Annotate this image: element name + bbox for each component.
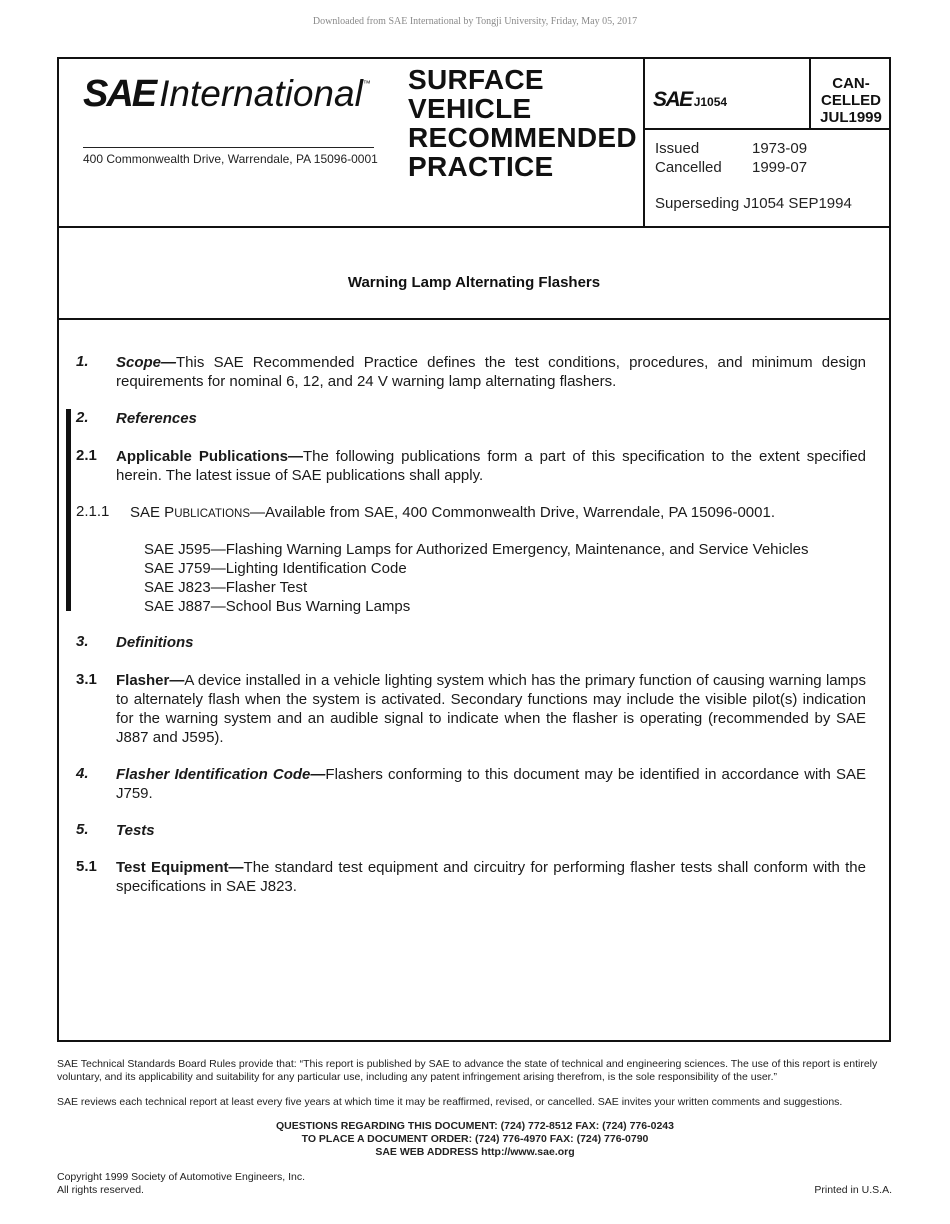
section-text: The standard test equipment and circuitry for performing flasher tests shall conform with the specifications in SAE J823. (116, 859, 866, 895)
superseding-note: Superseding J1054 SEP1994 (655, 195, 852, 212)
status-line: CELLED (821, 92, 881, 109)
section-heading: References (116, 410, 197, 427)
status-line: CAN- (832, 75, 870, 92)
header-rule (643, 128, 889, 130)
cancelled-status (813, 75, 889, 126)
section-number: 5.1 (76, 858, 97, 875)
contact-line: TO PLACE A DOCUMENT ORDER: (724) 776-4970 FAX: (724) 776-0790 (301, 1133, 649, 1145)
logo-international-text: International (159, 73, 363, 114)
doc-type-line: SURFACE (408, 64, 544, 95)
section-number: 4. (76, 765, 89, 782)
section-text: The following publications form a part of this specification to the extent specified herein. The latest issue of SAE publications shall apply. (116, 448, 867, 484)
section-heading: Tests (116, 822, 155, 839)
cancelled-label: Cancelled (655, 159, 722, 176)
logo-sae-text: SAE (83, 73, 156, 115)
document-title: Warning Lamp Alternating Flashers (347, 274, 601, 291)
issued-value: 1973-09 (752, 140, 808, 157)
document-number (653, 88, 727, 112)
sae-publications-paragraph (130, 503, 775, 524)
applicable-publications-paragraph (116, 447, 866, 485)
reference-item: SAE J595—Flashing Warning Lamps for Authorized Emergency, Maintenance, and Service Vehicles (144, 541, 809, 558)
document-type (408, 65, 644, 181)
printed-in: Printed in U.S.A. (814, 1184, 892, 1196)
doc-prefix: SAE (653, 88, 692, 111)
section-text: A device installed in a vehicle lighting system which has the primary function of causing warning lamps to alternately flash when the system is activated. Secondary functions may include the visible pilot(s) indication for the warning system and an audible signal to indicate when the flasher is operating (recommended by SAE J887 and J595). (116, 672, 866, 746)
title-bottom-rule (59, 318, 889, 320)
section-text: Flashers conforming to this document may be identified in accordance with SAE J759. (116, 766, 866, 802)
section-heading: Definitions (116, 634, 194, 651)
section-heading: Scope— (116, 354, 177, 371)
scope-paragraph (116, 353, 866, 391)
identification-code-paragraph (116, 765, 866, 803)
issued-label: Issued (655, 140, 700, 157)
sae-publications-lead-smallcaps: UBLICATIONS (174, 508, 251, 520)
test-equipment-paragraph (116, 858, 866, 896)
reference-item: SAE J823—Flasher Test (144, 579, 308, 596)
review-note: SAE reviews each technical report at least every five years at which time it may be reaffirmed, revised, or cancelled. SAE invites your written comments and suggestions. (57, 1096, 843, 1108)
section-number: 2.1 (76, 447, 97, 464)
section-number: 2. (76, 409, 89, 426)
cancelled-value: 1999-07 (752, 159, 808, 176)
rights-reserved: All rights reserved. (57, 1184, 144, 1196)
flasher-definition-paragraph (116, 671, 866, 747)
logo-trademark: ™ (362, 79, 371, 88)
status-line: JUL1999 (820, 109, 882, 126)
copyright: Copyright 1999 Society of Automotive Engineers, Inc. (57, 1171, 306, 1183)
section-text: This SAE Recommended Practice defines the test conditions, procedures, and minimum design requirements for nominal 6, 12, and 24 V warning lamp alternating flashers. (116, 354, 866, 390)
section-heading: Flasher Identification Code— (116, 766, 326, 783)
section-heading: Applicable Publications— (116, 448, 303, 465)
contact-line: SAE WEB ADDRESS http://www.sae.org (375, 1146, 575, 1158)
doc-type-line: PRACTICE (408, 151, 554, 182)
issue-dates (655, 139, 807, 177)
address-rule (83, 147, 374, 148)
section-number: 3. (76, 633, 89, 650)
section-text: —Available from SAE, 400 Commonwealth Drive, Warrendale, PA 15096-0001. (250, 504, 776, 521)
section-heading: Flasher— (116, 672, 185, 689)
revision-bar (66, 409, 71, 611)
title-top-rule (59, 226, 889, 228)
contact-line: QUESTIONS REGARDING THIS DOCUMENT: (724) 772-8512 FAX: (724) 776-0243 (276, 1120, 674, 1132)
sae-logo (83, 73, 371, 116)
reference-item: SAE J759—Lighting Identification Code (144, 560, 407, 577)
section-number: 5. (76, 821, 89, 838)
standards-board-rules: SAE Technical Standards Board Rules provide that: “This report is published by SAE to advance the state of technical and engineering sciences. The use of this report is entirely voluntary, and its applicability and suitability for any particular use, including any patent infringement arising therefrom, is the sole responsibility of the user.” (57, 1058, 878, 1083)
sae-publications-lead: SAE P (130, 504, 175, 521)
status-divider (809, 59, 811, 129)
header-divider (643, 59, 645, 227)
section-number: 3.1 (76, 671, 97, 688)
sae-address: 400 Commonwealth Drive, Warrendale, PA 15096-0001 (83, 152, 378, 166)
reference-item: SAE J887—School Bus Warning Lamps (144, 598, 411, 615)
section-heading: Test Equipment— (116, 859, 244, 876)
section-number: 1. (76, 353, 89, 370)
section-number: 2.1.1 (76, 503, 110, 520)
document-frame (57, 57, 891, 1042)
doc-type-line: VEHICLE (408, 93, 532, 124)
download-notice: Downloaded from SAE International by Tongji University, Friday, May 05, 2017 (312, 16, 638, 27)
doc-number: J1054 (693, 95, 728, 109)
doc-type-line: RECOMMENDED (408, 122, 637, 153)
